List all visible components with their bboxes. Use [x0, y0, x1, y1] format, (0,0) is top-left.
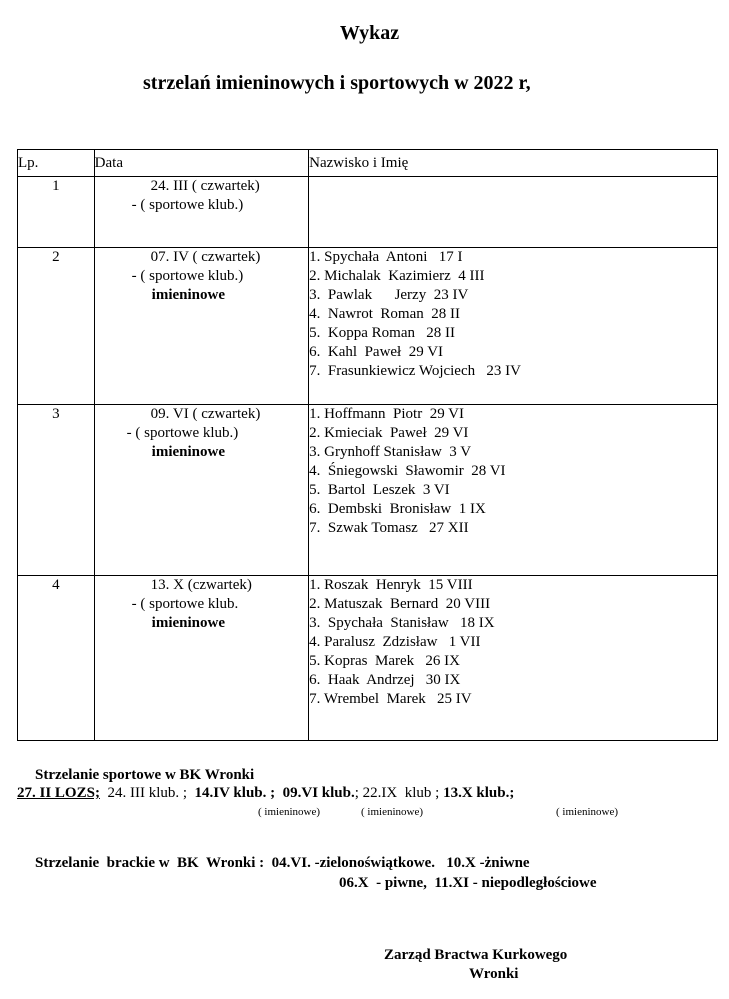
header-lp: Lp.: [18, 150, 95, 177]
name-list-item: 7. Wrembel Marek 25 IV: [309, 691, 472, 707]
row-date-type: - ( sportowe klub.): [126, 425, 239, 441]
sport-item-14-iv: 14.IV klub.: [194, 785, 267, 801]
row-date-type: - ( sportowe klub.: [131, 596, 239, 612]
row-date: [94, 177, 309, 248]
sport-schedule-line: [17, 785, 514, 802]
sport-note-13-x: ( imieninowe): [556, 806, 619, 818]
sport-item-13-x: 13.X klub.;: [443, 785, 515, 801]
table-row: [18, 576, 718, 741]
table-row: [18, 405, 718, 576]
row-names: [309, 248, 718, 405]
name-list-item: 7. Frasunkiewicz Wojciech 23 IV: [309, 363, 521, 379]
name-list-item: 7. Szwak Tomasz 27 XII: [309, 520, 469, 536]
row-date-line: 24. III ( czwartek): [150, 178, 260, 194]
table-header-row: [18, 150, 718, 177]
name-list-item: 6. Haak Andrzej 30 IX: [309, 672, 461, 688]
row-lp: 3: [18, 405, 95, 576]
document-subtitle: strzelań imieninowych i sportowych w 2022 r,: [143, 72, 531, 94]
sport-item-24-iii: 24. III klub. ;: [107, 785, 188, 801]
row-lp: 4: [18, 576, 95, 741]
name-list-item: 1. Hoffmann Piotr 29 VI: [309, 406, 465, 422]
sport-item-22-ix: ; 22.IX klub ;: [354, 785, 440, 801]
name-list-item: 4. Nawrot Roman 28 II: [309, 306, 460, 322]
signature-line-2: Wronki: [469, 966, 519, 982]
row-date-occasion: imieninowe: [151, 287, 225, 303]
row-names: [309, 405, 718, 576]
name-list-item: 3. Grynhoff Stanisław 3 V: [309, 444, 472, 460]
row-date-line: 13. X (czwartek): [150, 577, 252, 593]
name-list-item: 5. Bartol Leszek 3 VI: [309, 482, 450, 498]
row-date-line: 09. VI ( czwartek): [150, 406, 261, 422]
table-body: [18, 177, 718, 741]
row-lp: 2: [18, 248, 95, 405]
table-row: [18, 248, 718, 405]
sport-note-14-iv: ( imieninowe): [258, 806, 321, 818]
sport-note-09-vi: ( imieninowe): [361, 806, 424, 818]
name-list-item: 6. Kahl Paweł 29 VI: [309, 344, 444, 360]
sport-heading: Strzelanie sportowe w BK Wronki: [35, 767, 255, 783]
name-list-item: 3. Spychała Stanisław 18 IX: [309, 615, 495, 631]
brackie-dates-2: 06.X - piwne, 11.XI - niepodległościowe: [339, 875, 597, 891]
brackie-dates-1: 04.VI. -zielonoświątkowe. 10.X -żniwne: [271, 855, 530, 871]
document-title: Wykaz: [339, 22, 400, 44]
row-date: [94, 405, 309, 576]
row-date-type: - ( sportowe klub.): [131, 197, 244, 213]
name-list-item: 5. Koppa Roman 28 II: [309, 325, 455, 341]
sport-item-09-vi: 09.VI klub.: [282, 785, 355, 801]
row-date: [94, 576, 309, 741]
row-date-line: 07. IV ( czwartek): [150, 249, 261, 265]
header-date: Data: [94, 150, 309, 177]
sport-item-lozs: 27. II LOZS;: [17, 785, 100, 801]
name-list-item: 2. Kmieciak Paweł 29 VI: [309, 425, 469, 441]
row-date-occasion: imieninowe: [151, 444, 225, 460]
name-list-item: 5. Kopras Marek 26 IX: [309, 653, 460, 669]
row-date-type: - ( sportowe klub.): [131, 268, 244, 284]
row-date: [94, 248, 309, 405]
brackie-line-1: [35, 855, 530, 872]
header-name: Nazwisko i Imię: [309, 150, 718, 177]
name-list-item: 3. Pawlak Jerzy 23 IV: [309, 287, 469, 303]
name-list-item: 6. Dembski Bronisław 1 IX: [309, 501, 486, 517]
brackie-label: Strzelanie brackie w BK Wronki :: [35, 855, 265, 871]
name-list-item: 4. Paralusz Zdzisław 1 VII: [309, 634, 481, 650]
signature-line-1: Zarząd Bractwa Kurkowego: [384, 947, 568, 963]
name-list-item: 2. Matuszak Bernard 20 VIII: [309, 596, 491, 612]
row-names: [309, 576, 718, 741]
shooting-schedule-table: [17, 149, 718, 741]
table-row: [18, 177, 718, 248]
row-date-occasion: imieninowe: [151, 615, 225, 631]
row-names: [309, 177, 718, 248]
name-list-item: 2. Michalak Kazimierz 4 III: [309, 268, 485, 284]
name-list-item: 1. Roszak Henryk 15 VIII: [309, 577, 473, 593]
row-lp: 1: [18, 177, 95, 248]
name-list-item: 4. Śniegowski Sławomir 28 VI: [309, 463, 506, 479]
sport-sep: ;: [266, 785, 276, 801]
name-list-item: 1. Spychała Antoni 17 I: [309, 249, 463, 265]
